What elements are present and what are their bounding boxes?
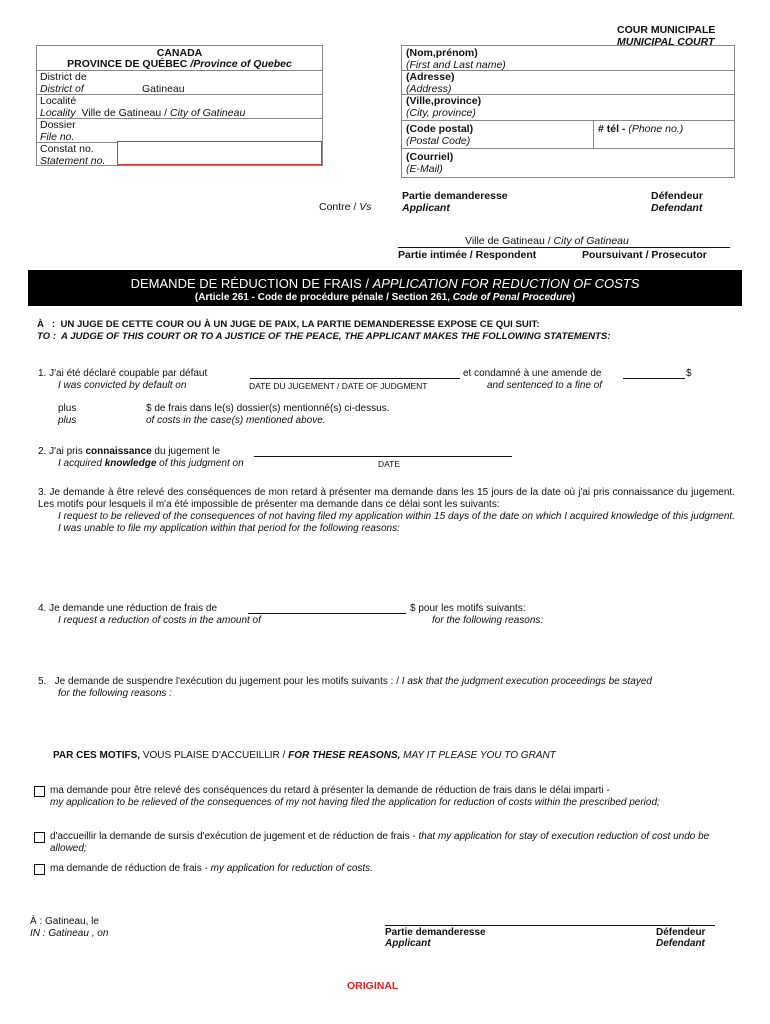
knowledge-date-line[interactable] [254,456,512,457]
item1-fr-b: et condamné à une amende de [463,368,602,379]
form-title-banner [28,270,742,306]
name-label-en: (First and Last name) [406,59,506,71]
footer-applicant-fr: Partie demanderesse [385,927,486,938]
option-relief-checkbox[interactable] [34,786,45,797]
district-value: Gatineau [142,83,185,95]
item5-en-a: I ask that the judgment execution proceedings be stayed [401,676,652,687]
email-label-fr: (Courriel) [406,151,454,163]
item2-fr [38,446,220,457]
option-stay-en: that my application for stay of execution reduction of cost undo be allowed; [50,831,710,854]
item4-fr-a: 4. Je demande une réduction de frais de [38,603,218,614]
defendant-label-en: Defendant [651,202,703,214]
country: CANADA [156,47,203,59]
prosecutor-label: Poursuivant / Prosecutor [582,249,707,261]
item1-fr [38,368,207,379]
form-subtitle-fr: (Article 261 - Code de procédure pénale / Section 261, [194,292,453,303]
locality-label-en: Locality [40,107,76,119]
item2-fr-a: 2. J'ai pris [38,446,86,457]
option-stay-fr: d'accueillir la demande de sursis d'exécution de jugement et de réduction de frais - [50,831,419,842]
phone-label-en: (Phone no.) [628,123,684,135]
phone-label-fr: # tél - [598,123,629,135]
motifs-line [53,750,556,761]
form-title-en: APPLICATION FOR REDUCTION OF COSTS [372,276,640,291]
option-relief-en: my application to be relieved of the consequences of my not having filed the application for reduction of costs within the prescribed period; [50,797,660,808]
contre-vs [319,201,372,213]
item1-date-caption: DATE DU JUGEMENT / DATE OF JUDGMENT [249,381,428,391]
applicant-label-fr: Partie demanderesse [402,190,508,202]
vs-label: Vs [359,201,372,213]
fine-amount-line[interactable] [623,378,685,379]
footer-applicant-en: Applicant [385,938,431,949]
place-en: IN : Gatineau , on [30,928,109,939]
motifs-fr-a: PAR CES MOTIFS, [53,750,143,761]
item4-fr-b: $ pour les motifs suivants: [410,603,526,614]
option-relief-fr: ma demande pour être relevé des conséquences du retard à présenter la demande de réduction de frais dans le délai imparti - [50,785,610,796]
item3-en: I request to be relieved of the consequences of not having filed my application within 15 days of the date on which I acquired knowledge of this judgment. I was unable to file my application within that period for the following reasons: [58,511,735,534]
item4-en-b: for the following reasons: [432,615,544,626]
email-label-en: (E-Mail) [406,163,443,175]
respondent-city-fr: Ville de Gatineau / [465,235,554,247]
address-label-fr: (Adresse) [406,71,455,83]
locality-label-fr: Localité [40,95,77,107]
motifs-en-a: FOR THESE REASONS, [288,750,401,761]
original-stamp: ORIGINAL [347,980,399,992]
item2-en-a: I acquired [58,458,105,469]
locality-value-en: City of Gatineau [170,107,246,119]
form-subtitle-en: Code of Penal Procedure [452,292,572,303]
province-fr: PROVINCE DE QUÉBEC [67,58,188,70]
option-reduction [50,863,373,874]
option-reduction-fr: ma demande de réduction de frais - [50,863,211,874]
respondent-label: Partie intimée / Respondent [398,249,537,261]
item3-fr-text: 3. Je demande à être relevé des conséquences de mon retard à présenter ma demande dans les 15 jours de la date où j'ai pris connaissance du jugement. Les motifs pour lesquels il m'a été impossible de présenter ma demande dans ce délai sont les suivants: [38,487,735,510]
applicant-info-box [401,45,735,178]
item1-en-b: and sentenced to a fine of [487,380,603,391]
option-stay [50,831,740,855]
address-to-fr: À : UN JUGE DE CETTE COUR OU À UN JUGE DE PAIX, LA PARTIE DEMANDERESSE EXPOSE CE QUI SUIT: [37,319,540,330]
district-label-en: District of [40,83,84,95]
item2-date-caption: DATE [378,459,401,469]
item5-fr-text: 5. Je demande de suspendre l'exécution du jugement pour les motifs suivants : / [38,676,402,687]
applicant-label-en: Applicant [402,202,450,214]
form-title-fr: DEMANDE DE RÉDUCTION DE FRAIS / [130,276,373,291]
plus-en-text: of costs in the case(s) mentioned above. [146,415,326,426]
statement-label-en: Statement no. [40,155,106,167]
item2-en-c: of this judgment on [156,458,244,469]
form-title [28,276,742,291]
item1-dollar: $ [686,368,692,379]
city-label-en: (City, province) [406,107,476,119]
name-label-fr: (Nom,prénom) [406,47,478,59]
respondent-city-en: City of Gatineau [553,235,629,247]
footer-defendant-fr: Défendeur [656,927,706,938]
item2-fr-b: connaissance [85,446,152,457]
plus-en: plus [58,415,77,426]
statement-label-fr: Constat no. [40,143,94,155]
motifs-en-b: MAY IT PLEASE YOU TO GRANT [400,750,556,761]
option-relief [50,785,738,809]
item2-en [58,458,244,469]
item2-fr-c: du jugement le [151,446,221,457]
address-label-en: (Address) [406,83,452,95]
district-label-fr: District de [40,71,87,83]
item2-en-b: knowledge [104,458,157,469]
postal-label-en: (Postal Code) [406,135,471,147]
item5-fr [38,676,652,687]
postal-label-fr: (Code postal) [406,123,474,135]
item5-en-b: for the following reasons : [58,688,172,699]
court-name-en: MUNICIPAL COURT [617,36,715,48]
phone-label [598,123,683,135]
contre-label: Contre / [319,201,360,213]
reduction-amount-line[interactable] [248,613,406,614]
file-label-fr: Dossier [40,119,76,131]
option-reduction-checkbox[interactable] [34,864,45,875]
item1-fr-a: 1. J'ai été déclaré coupable par défaut [38,368,208,379]
motifs-fr-b: VOUS PLAISE D'ACCUEILLIR / [142,750,289,761]
respondent-city [465,235,629,247]
option-stay-checkbox[interactable] [34,832,45,843]
plus-fr: plus [58,403,77,414]
footer-defendant-en: Defendant [656,938,705,949]
statement-number-input[interactable] [117,141,322,165]
city-label-fr: (Ville,province) [406,95,482,107]
item1-en-a: I was convicted by default on [58,380,187,391]
item4-en-a: I request a reduction of costs in the amount of [58,615,261,626]
signature-line[interactable] [385,925,715,926]
form-subtitle [28,292,742,303]
address-to-en: TO : A JUDGE OF THIS COURT OR TO A JUSTICE OF THE PEACE, THE APPLICANT MAKES THE FOLLOWING STATEMENTS: [37,331,611,342]
province [37,58,322,70]
defendant-label-fr: Défendeur [651,190,703,202]
court-name-fr: COUR MUNICIPALE [617,24,716,36]
province-en: /Province of Quebec [190,58,292,70]
plus-fr-text: $ de frais dans le(s) dossier(s) mentionné(s) ci-dessus. [146,403,390,414]
locality-value-fr: Ville de Gatineau / [81,107,170,119]
place-fr: À : Gatineau, le [30,916,99,927]
file-label-en: File no. [40,131,75,143]
judgment-date-line[interactable] [250,378,460,379]
item3-fr [38,487,735,511]
option-reduction-en: my application for reduction of costs. [210,863,373,874]
form-subtitle-end: ) [571,292,576,303]
